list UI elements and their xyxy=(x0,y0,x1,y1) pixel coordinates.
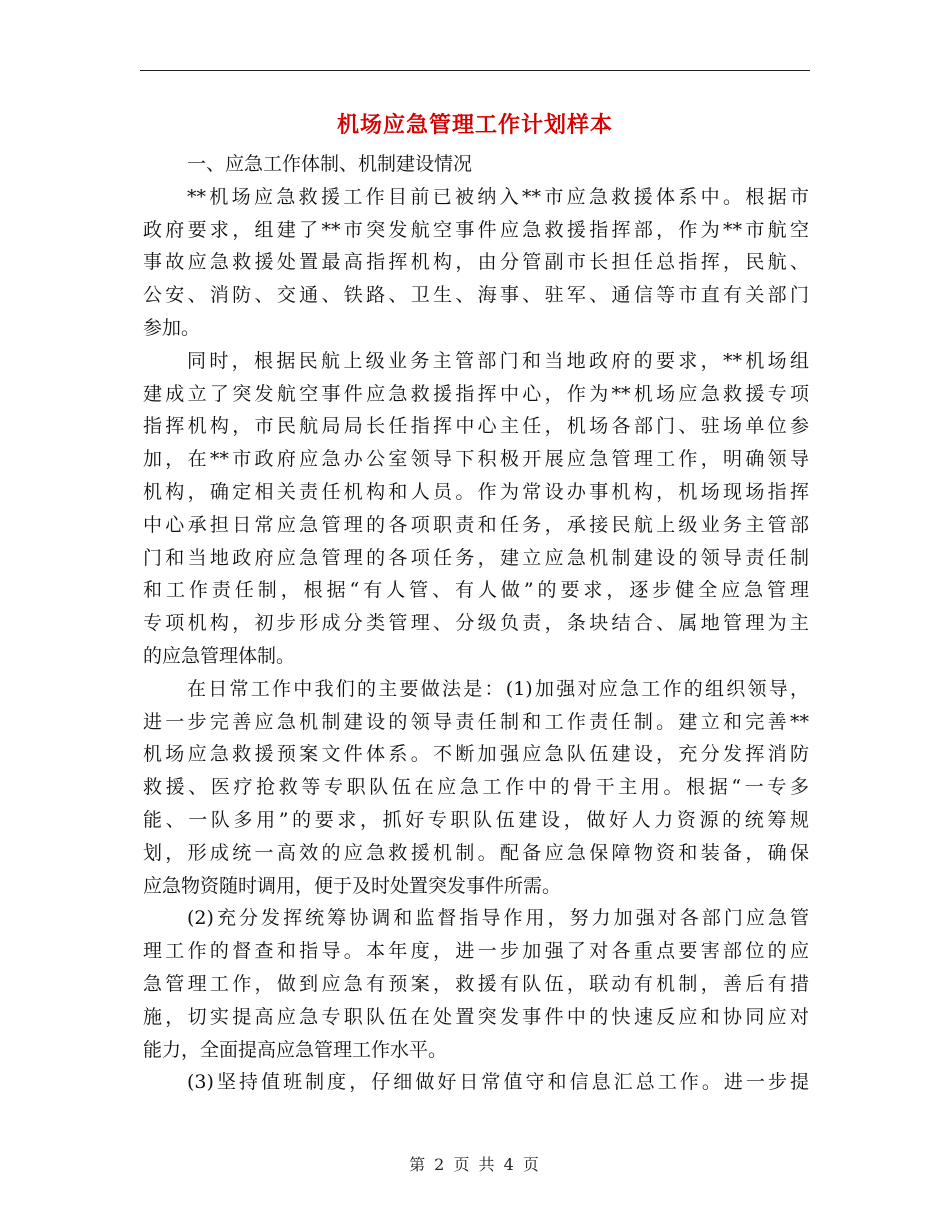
page-number: 第 2 页 共 4 页 xyxy=(409,1155,541,1174)
paragraph-line: 政府要求，组建了**市突发航空事件应急救援指挥部，作为**市航空 xyxy=(143,218,809,241)
paragraph-line: **机场应急救援工作目前已被纳入**市应急救援体系中。根据市 xyxy=(187,185,809,208)
paragraph-line: 急管理工作，做到应急有预案，救援有队伍，联动有机制，善后有措 xyxy=(143,972,809,995)
header-rule xyxy=(140,70,810,71)
document-body xyxy=(143,148,809,1099)
paragraph-line: 应急物资随时调用，便于及时处置突发事件所需。 xyxy=(143,874,562,897)
document-title: 机场应急管理工作计划样本 xyxy=(336,113,613,138)
paragraph-line: 中心承担日常应急管理的各项职责和任务，承接民航上级业务主管部 xyxy=(143,513,809,536)
paragraph-line: 机构，确定相关责任机构和人员。作为常设办事机构，机场现场指挥 xyxy=(143,480,809,503)
section-heading: 一、应急工作体制、机制建设情况 xyxy=(187,153,473,175)
paragraph-line: 建成立了突发航空事件应急救援指挥中心，作为**机场应急救援专项 xyxy=(143,382,809,405)
paragraph-line: 门和当地政府应急管理的各项任务，建立应急机制建设的领导责任制 xyxy=(143,546,809,569)
paragraph-line: 施，切实提高应急专职队伍在处置突发事件中的快速反应和协同应对 xyxy=(143,1005,809,1028)
paragraph-line: 的应急管理体制。 xyxy=(143,644,296,667)
paragraph-line: 能、一队多用”的要求，抓好专职队伍建设，做好人力资源的统筹规 xyxy=(143,808,809,831)
paragraph-line: 和工作责任制，根据“有人管、有人做”的要求，逐步健全应急管理 xyxy=(143,579,809,602)
paragraph-line: 在日常工作中我们的主要做法是：(1)加强对应急工作的组织领导， xyxy=(187,677,809,700)
paragraph-line: 事故应急救援处置最高指挥机构，由分管副市长担任总指挥，民航、 xyxy=(143,251,809,274)
paragraph-line: 理工作的督查和指导。本年度，进一步加强了对各重点要害部位的应 xyxy=(143,940,809,963)
paragraph-line: 进一步完善应急机制建设的领导责任制和工作责任制。建立和完善** xyxy=(143,710,809,733)
paragraph-line: 指挥机构，市民航局局长任指挥中心主任，机场各部门、驻场单位参 xyxy=(143,415,809,438)
paragraph-line: 能力，全面提高应急管理工作水平。 xyxy=(143,1038,448,1061)
paragraph-line: 划，形成统一高效的应急救援机制。配备应急保障物资和装备，确保 xyxy=(143,841,809,864)
paragraph-line: 加，在**市政府应急办公室领导下积极开展应急管理工作，明确领导 xyxy=(143,448,809,471)
paragraph-line: (2)充分发挥统筹协调和监督指导作用，努力加强对各部门应急管 xyxy=(187,907,809,930)
paragraph-line: 参加。 xyxy=(143,316,201,339)
paragraph-line: 救援、医疗抢救等专职队伍在应急工作中的骨干主用。根据“一专多 xyxy=(143,776,809,799)
paragraph-line: (3)坚持值班制度，仔细做好日常值守和信息汇总工作。进一步提 xyxy=(187,1071,809,1094)
paragraph-line: 公安、消防、交通、铁路、卫生、海事、驻军、通信等市直有关部门 xyxy=(143,284,809,307)
paragraph-line: 同时，根据民航上级业务主管部门和当地政府的要求，**机场组 xyxy=(187,349,809,372)
paragraph-line: 专项机构，初步形成分类管理、分级负责，条块结合、属地管理为主 xyxy=(143,612,809,635)
paragraph-line: 机场应急救援预案文件体系。不断加强应急队伍建设，充分发挥消防 xyxy=(143,743,809,766)
